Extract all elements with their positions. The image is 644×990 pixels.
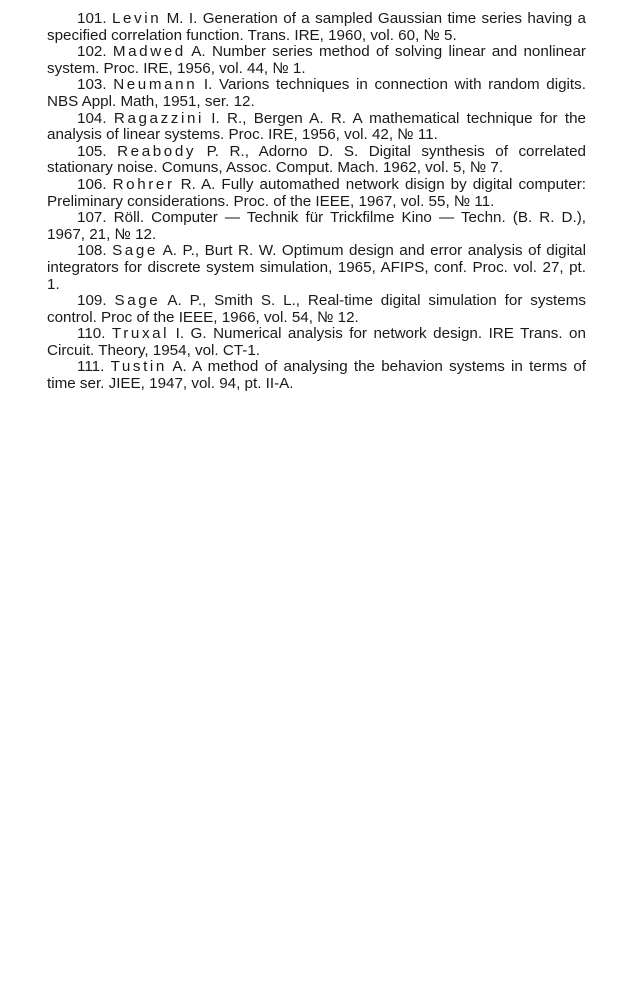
reference-item-105 [47, 144, 586, 177]
reference-item-104 [47, 111, 586, 144]
reference-item-103 [47, 77, 586, 110]
reference-number: 105. [77, 142, 107, 160]
reference-item-108 [47, 243, 586, 293]
reference-text: Numerical analysis for network design. IRE Trans. on Circuit. Theory, 1954, vol. CT-1. [47, 325, 586, 359]
reference-item-106 [47, 177, 586, 210]
reference-author: Madwed [112, 43, 186, 61]
reference-text: Adorno D. S. Digital synthesis of correlated stationary noise. Comuns, Assoc. Comput. Mach. 1962, vol. 5, № 7. [47, 142, 586, 177]
reference-number: 109. [77, 292, 107, 310]
reference-number: 104. [77, 109, 107, 127]
reference-author: Ragazzini [113, 109, 204, 127]
reference-text: Fully automathed network disign by digital computer: Preliminary considerations. Proc. of the IEEE, 1967, vol. 55, № 11. [47, 175, 586, 210]
reference-initials: P. R., [206, 142, 249, 160]
reference-number: 102. [77, 43, 107, 61]
reference-number: 106. [77, 175, 107, 193]
reference-item-110 [47, 326, 586, 359]
reference-author: Reabody [117, 142, 197, 160]
reference-item-111 [47, 359, 586, 392]
reference-author: Truxal [111, 325, 170, 343]
reference-author: Neumann [113, 76, 198, 94]
reference-item-101 [47, 11, 586, 44]
reference-initials: A. [191, 43, 206, 61]
reference-author: Levin [111, 10, 162, 27]
reference-number: 107. [77, 209, 107, 227]
reference-number: 111. [77, 358, 105, 376]
reference-text: Burt R. W. Optimum design and error analysis of digital integrators for discrete system simulation, 1965, AFIPS, conf. Proc. vol. 27, pt. 1. [47, 242, 586, 293]
reference-author: Röll. [113, 209, 145, 227]
reference-item-102 [47, 44, 586, 77]
reference-initials: I. R., [211, 109, 247, 127]
reference-number: 103. [77, 76, 107, 94]
reference-number: 110. [77, 325, 106, 343]
reference-text: Generation of a sampled Gaussian time series having a specified correlation function. Trans. IRE, 1960, vol. 60, № 5. [47, 10, 586, 44]
reference-initials: I. [203, 76, 213, 94]
reference-author: Rohrer [112, 175, 175, 193]
reference-initials: A. P., [162, 242, 200, 260]
reference-item-107 [47, 210, 586, 243]
reference-text: Smith S. L., Real-time digital simulation for systems control. Proc of the IEEE, 1966, vol. 54, № 12. [47, 292, 586, 326]
reference-text: Number series method of solving linear and nonlinear system. Proc. IRE, 1956, vol. 44, № 1. [47, 43, 586, 77]
reference-author: Sage [112, 242, 158, 260]
reference-initials: R. A. [180, 175, 216, 193]
reference-initials: A. P., [167, 292, 207, 310]
reference-text: Varions techniques in connection with random digits. NBS Appl. Math, 1951, ser. 12. [47, 76, 586, 110]
reference-number: 101. [77, 10, 107, 27]
reference-list [47, 11, 586, 393]
reference-item-109 [47, 293, 586, 326]
reference-text: A method of analysing the behavion systems in terms of time ser. JIEE, 1947, vol. 94, pt. II-A. [47, 358, 586, 393]
reference-author: Sage [114, 292, 161, 310]
reference-initials: A. [172, 358, 187, 376]
reference-author: Tustin [110, 358, 167, 376]
reference-text: Computer — Technik für Trickfilme Kino — Techn. (B. R. D.), 1967, 21, № 12. [47, 209, 586, 243]
reference-text: Bergen A. R. A mathematical technique for the analysis of linear systems. Proc. IRE, 1956, vol. 42, № 11. [47, 109, 586, 144]
reference-initials: M. I. [166, 10, 198, 27]
reference-number: 108. [77, 242, 107, 260]
reference-initials: I. G. [175, 325, 207, 343]
